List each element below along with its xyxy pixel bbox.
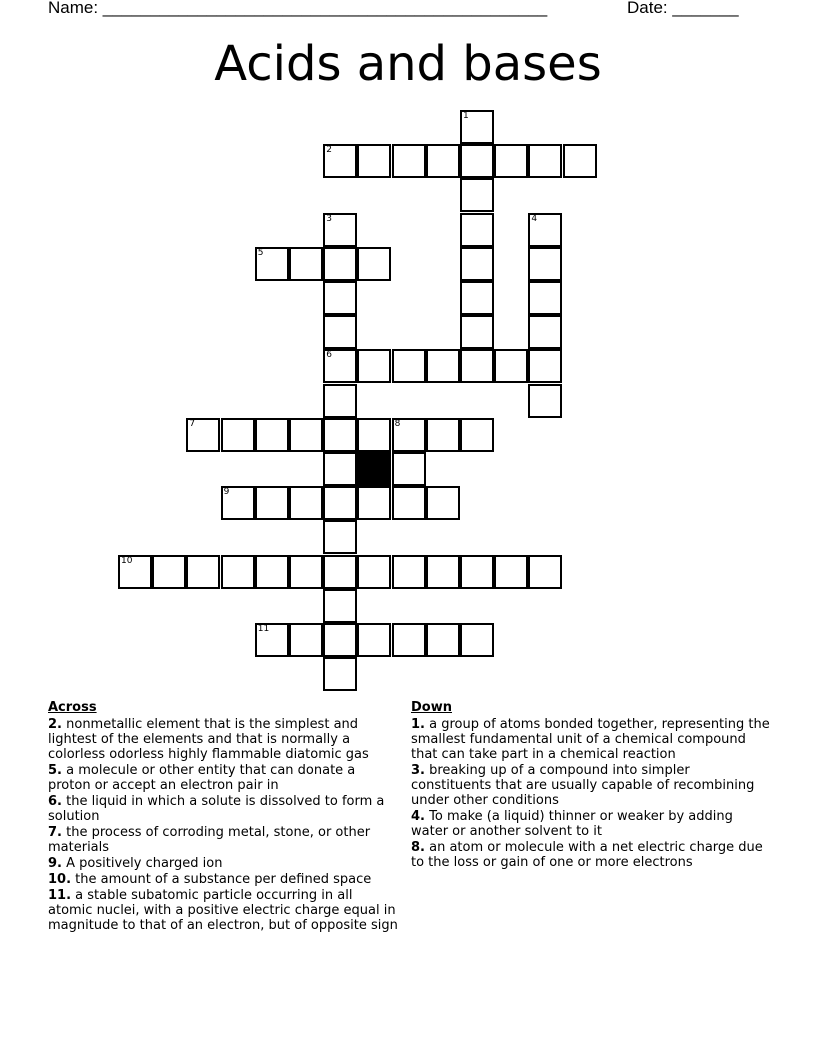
clue-number: 10. bbox=[48, 872, 72, 887]
grid-cell[interactable] bbox=[323, 486, 357, 520]
grid-cell[interactable] bbox=[118, 555, 152, 589]
across-heading: Across bbox=[48, 700, 97, 715]
grid-cell[interactable] bbox=[323, 418, 357, 452]
grid-cell[interactable] bbox=[392, 486, 426, 520]
clue-text: breaking up of a compound into simpler constituents that are usually capable of recombining under other conditions bbox=[411, 763, 755, 808]
grid-cell[interactable] bbox=[255, 486, 289, 520]
cell-number: 3 bbox=[326, 213, 332, 224]
grid-cell[interactable] bbox=[392, 555, 426, 589]
clue-text: a molecule or other entity that can donate a proton or accept an electron pair in bbox=[48, 763, 356, 793]
grid-cell[interactable] bbox=[323, 144, 357, 178]
grid-cell[interactable] bbox=[460, 349, 494, 383]
across-clue bbox=[48, 794, 400, 824]
down-clue bbox=[411, 840, 771, 870]
grid-cell[interactable] bbox=[494, 349, 528, 383]
grid-cell[interactable] bbox=[392, 349, 426, 383]
clue-number: 7. bbox=[48, 825, 62, 840]
grid-cell[interactable] bbox=[186, 555, 220, 589]
grid-cell[interactable] bbox=[255, 555, 289, 589]
clue-text: an atom or molecule with a net electric charge due to the loss or gain of one or more electrons bbox=[411, 840, 763, 870]
cell-number: 5 bbox=[257, 247, 264, 258]
grid-cell[interactable] bbox=[392, 418, 426, 452]
grid-cell[interactable] bbox=[460, 555, 494, 589]
name-field[interactable]: Name: _______________________________________________ bbox=[48, 0, 548, 17]
grid-cell[interactable] bbox=[289, 247, 323, 281]
grid-cell[interactable] bbox=[426, 486, 460, 520]
grid-cell[interactable] bbox=[392, 452, 426, 486]
grid-cell[interactable] bbox=[357, 144, 391, 178]
cell-number: 2 bbox=[326, 145, 332, 156]
grid-cell[interactable] bbox=[528, 281, 562, 315]
grid-cell[interactable] bbox=[528, 247, 562, 281]
clue-number: 2. bbox=[48, 717, 62, 732]
across-clue bbox=[48, 763, 400, 793]
grid-cell[interactable] bbox=[460, 110, 494, 144]
across-clues bbox=[48, 700, 400, 934]
across-clue bbox=[48, 856, 400, 871]
grid-cell[interactable] bbox=[460, 418, 494, 452]
down-clue bbox=[411, 717, 771, 762]
grid-cell[interactable] bbox=[357, 247, 391, 281]
grid-cell[interactable] bbox=[152, 555, 186, 589]
grid-cell[interactable] bbox=[323, 589, 357, 623]
grid-cell[interactable] bbox=[426, 555, 460, 589]
cell-number: 11 bbox=[257, 624, 270, 634]
grid-cell[interactable] bbox=[323, 520, 357, 554]
grid-cell[interactable] bbox=[528, 144, 562, 178]
across-clue bbox=[48, 888, 400, 933]
cell-number: 1 bbox=[463, 111, 469, 121]
grid-cell[interactable] bbox=[289, 623, 323, 657]
grid-cell[interactable] bbox=[186, 418, 220, 452]
clue-number: 1. bbox=[411, 717, 425, 732]
clue-text: the process of corroding metal, stone, or other materials bbox=[48, 825, 371, 855]
cell-number: 10 bbox=[121, 555, 133, 566]
cell-number: 9 bbox=[223, 487, 230, 498]
down-clue bbox=[411, 763, 771, 808]
cell-number: 6 bbox=[326, 350, 332, 361]
clue-number: 5. bbox=[48, 763, 62, 778]
down-clue bbox=[411, 809, 771, 839]
grid-cell[interactable] bbox=[323, 213, 357, 247]
grid-cell[interactable] bbox=[289, 486, 323, 520]
date-field[interactable]: Date: _______ bbox=[627, 0, 739, 17]
grid-cell[interactable] bbox=[221, 555, 255, 589]
clue-number: 6. bbox=[48, 794, 62, 809]
grid-cell[interactable] bbox=[323, 247, 357, 281]
grid-cell[interactable] bbox=[323, 315, 357, 349]
grid-cell[interactable] bbox=[426, 144, 460, 178]
grid-cell[interactable] bbox=[357, 623, 391, 657]
grid-cell[interactable] bbox=[323, 623, 357, 657]
page-title: Acids and bases bbox=[214, 36, 602, 92]
grid-cell[interactable] bbox=[357, 349, 391, 383]
cell-number: 7 bbox=[189, 418, 196, 429]
clue-text: a stable subatomic particle occurring in all atomic nuclei, with a positive electric charge equal in magnitude to that of an electron, but of opposite sign bbox=[48, 888, 398, 933]
grid-cell[interactable] bbox=[494, 144, 528, 178]
clue-text: A positively charged ion bbox=[66, 856, 223, 871]
grid-cell[interactable] bbox=[426, 418, 460, 452]
grid-cell[interactable] bbox=[528, 213, 562, 247]
grid-cell[interactable] bbox=[289, 555, 323, 589]
grid-cell[interactable] bbox=[460, 281, 494, 315]
clue-text: the liquid in which a solute is dissolved to form a solution bbox=[48, 794, 385, 824]
grid-cell[interactable] bbox=[494, 555, 528, 589]
grid-cell[interactable] bbox=[528, 315, 562, 349]
grid-cell[interactable] bbox=[563, 144, 597, 178]
grid-cell[interactable] bbox=[460, 623, 494, 657]
grid-cell[interactable] bbox=[323, 657, 357, 691]
grid-cell[interactable] bbox=[255, 418, 289, 452]
down-heading: Down bbox=[411, 700, 452, 715]
grid-cell[interactable] bbox=[357, 555, 391, 589]
grid-cell[interactable] bbox=[460, 178, 494, 212]
cell-number: 4 bbox=[531, 213, 538, 224]
clue-text: the amount of a substance per defined space bbox=[75, 872, 372, 887]
clue-text: To make (a liquid) thinner or weaker by adding water or another solvent to it bbox=[411, 809, 733, 839]
grid-cell[interactable] bbox=[323, 384, 357, 418]
clue-number: 11. bbox=[48, 888, 72, 903]
across-clue bbox=[48, 872, 400, 887]
grid-cell[interactable] bbox=[460, 315, 494, 349]
blocked-cell bbox=[357, 452, 391, 486]
grid-cell[interactable] bbox=[357, 418, 391, 452]
across-clue bbox=[48, 717, 400, 762]
clue-text: nonmetallic element that is the simplest and lightest of the elements and that is normally a colorless odorless highly flammable diatomic gas bbox=[48, 717, 369, 762]
grid-cell[interactable] bbox=[323, 555, 357, 589]
across-clue bbox=[48, 825, 400, 855]
grid-cell[interactable] bbox=[460, 213, 494, 247]
grid-cell[interactable] bbox=[426, 623, 460, 657]
grid-cell[interactable] bbox=[426, 349, 460, 383]
grid-cell[interactable] bbox=[357, 486, 391, 520]
grid-cell[interactable] bbox=[255, 247, 289, 281]
clue-number: 9. bbox=[48, 856, 62, 871]
cell-number: 8 bbox=[394, 418, 401, 429]
grid-cell[interactable] bbox=[323, 452, 357, 486]
grid-cell[interactable] bbox=[528, 384, 562, 418]
grid-cell[interactable] bbox=[528, 555, 562, 589]
clue-number: 4. bbox=[411, 809, 425, 824]
grid-cell[interactable] bbox=[460, 247, 494, 281]
down-clues bbox=[411, 700, 771, 871]
grid-cell[interactable] bbox=[221, 486, 255, 520]
grid-cell[interactable] bbox=[392, 623, 426, 657]
grid-cell[interactable] bbox=[221, 418, 255, 452]
grid-cell[interactable] bbox=[392, 144, 426, 178]
clue-number: 8. bbox=[411, 840, 425, 855]
grid-cell[interactable] bbox=[255, 623, 289, 657]
grid-cell[interactable] bbox=[323, 281, 357, 315]
grid-cell[interactable] bbox=[460, 144, 494, 178]
grid-cell[interactable] bbox=[289, 418, 323, 452]
clue-text: a group of atoms bonded together, representing the smallest fundamental unit of a chemical compound that can take part in a chemical reaction bbox=[411, 717, 770, 762]
grid-cell[interactable] bbox=[528, 349, 562, 383]
clue-number: 3. bbox=[411, 763, 425, 778]
grid-cell[interactable] bbox=[323, 349, 357, 383]
